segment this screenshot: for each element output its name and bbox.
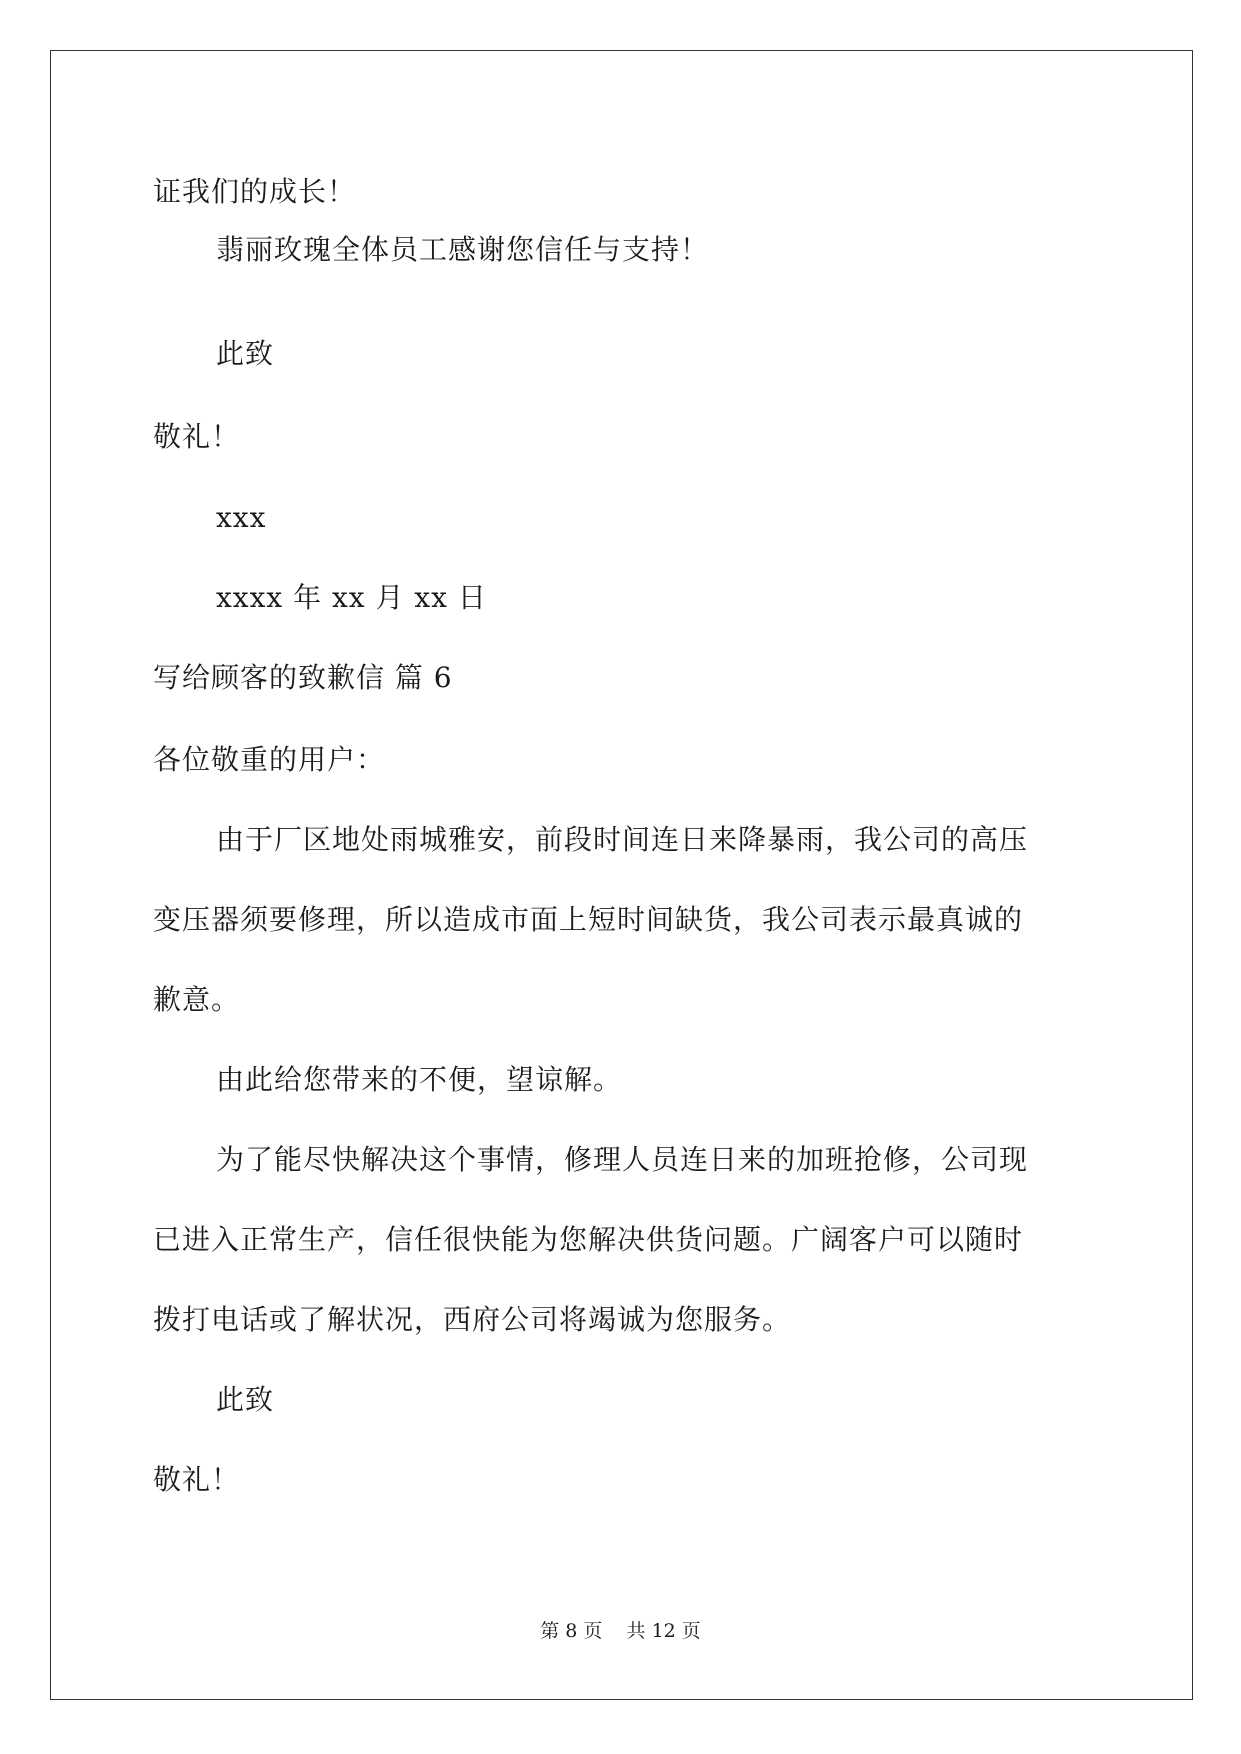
closing-regards: 敬礼！ [153,420,241,453]
paragraph-line: 歉意。 [153,983,241,1016]
paragraph-line: 已进入正常生产，信任很快能为您解决供货问题。广阔客户可以随时 [153,1223,1024,1256]
paragraph-line: 拨打电话或了解状况，西府公司将竭诚为您服务。 [153,1303,792,1336]
section-heading: 写给顾客的致歉信 篇 6 [153,661,453,694]
paragraph-line: 由于厂区地处雨城雅安，前段时间连日来降暴雨，我公司的高压 [216,823,1029,856]
signature-date: xxxx 年 xx 月 xx 日 [216,581,487,614]
paragraph-line: 由此给您带来的不便，望谅解。 [216,1063,623,1096]
paragraph-line: 为了能尽快解决这个事情，修理人员连日来的加班抢修，公司现 [216,1143,1029,1176]
signature-name: xxx [216,501,267,534]
page-number-footer: 第 8 页 共 12 页 [540,1620,701,1642]
paragraph-line: 变压器须要修理，所以造成市面上短时间缺货，我公司表示最真诚的 [153,903,1024,936]
page-border [50,50,1193,1700]
closing-regards: 敬礼！ [153,1463,241,1496]
closing-salutation: 此致 [216,1383,275,1416]
greeting: 各位敬重的用户： [153,743,386,776]
closing-salutation: 此致 [216,337,275,370]
paragraph-line: 翡丽玫瑰全体员工感谢您信任与支持！ [216,233,710,266]
paragraph-line: 证我们的成长！ [153,175,357,208]
